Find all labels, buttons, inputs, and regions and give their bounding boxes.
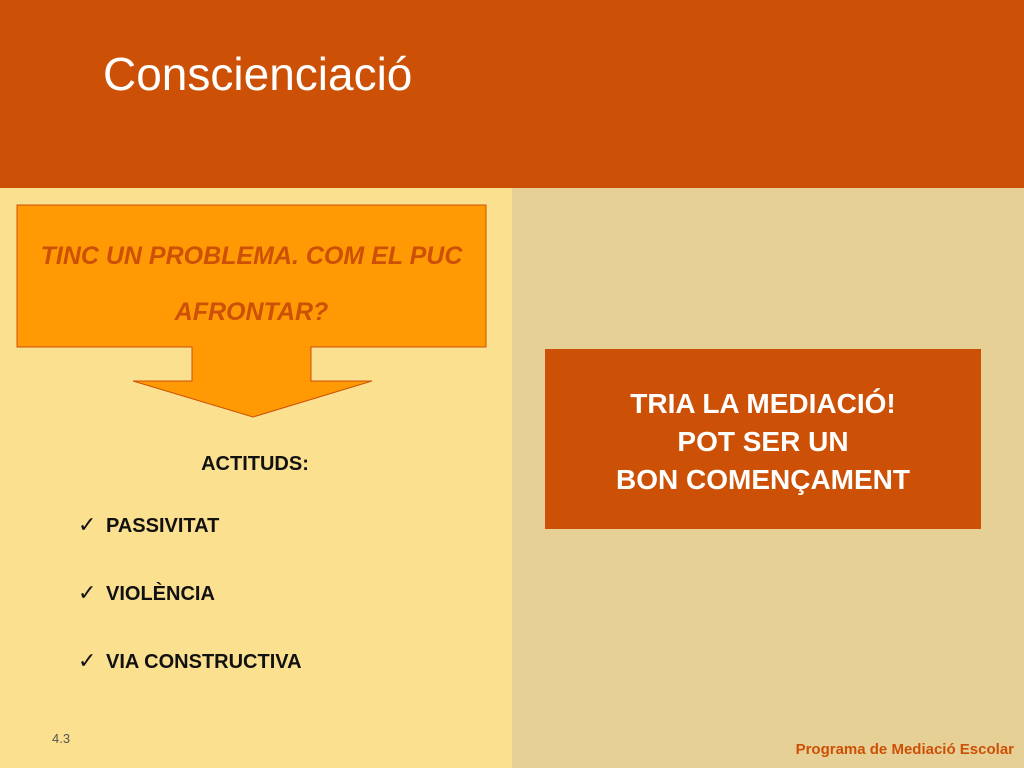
mediation-line-1: TRIA LA MEDIACIÓ! bbox=[630, 388, 896, 419]
attitudes-list bbox=[78, 512, 302, 716]
check-icon: ✓ bbox=[78, 649, 97, 674]
slide-title: Conscienciació bbox=[103, 48, 413, 100]
mediation-line-2: POT SER UN bbox=[677, 426, 849, 457]
mediation-message bbox=[545, 385, 981, 499]
slide-number: 4.3 bbox=[52, 731, 71, 746]
mediation-line-3: BON COMENÇAMENT bbox=[616, 464, 910, 495]
problem-question: TINC UN PROBLEMA. COM EL PUC AFRONTAR? bbox=[40, 242, 463, 326]
attitude-label: VIA CONSTRUCTIVA bbox=[106, 651, 302, 673]
attitude-label: VIOLÈNCIA bbox=[106, 583, 215, 605]
attitude-item-violencia bbox=[78, 580, 302, 648]
check-icon: ✓ bbox=[78, 513, 97, 538]
footer-program-title: Programa de Mediació Escolar bbox=[795, 741, 1014, 758]
attitudes-heading: ACTITUDS: bbox=[201, 453, 309, 475]
check-icon: ✓ bbox=[78, 581, 97, 606]
attitude-label: PASSIVITAT bbox=[106, 515, 220, 537]
attitude-item-passivitat bbox=[78, 512, 302, 580]
attitude-item-via-constructiva bbox=[78, 648, 302, 716]
